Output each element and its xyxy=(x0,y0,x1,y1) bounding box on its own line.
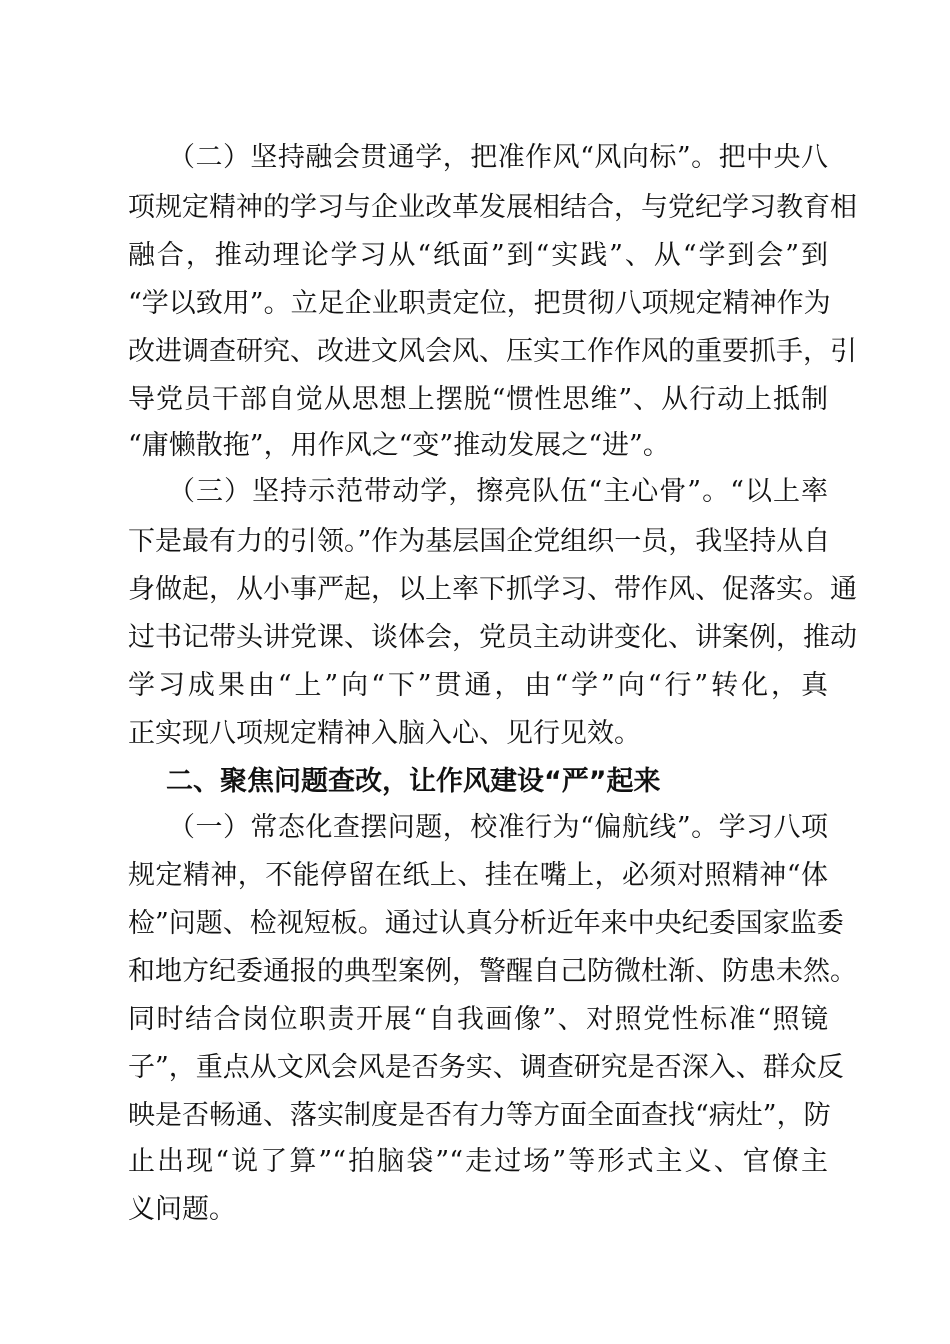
paragraph-line: 改进调查研究、改进文风会风、压实工作作风的重要抓手，引 xyxy=(128,336,857,367)
paragraph-line: 项规定精神的学习与企业改革发展相结合，与党纪学习教育相 xyxy=(128,192,857,223)
paragraph-line: 身做起，从小事严起，以上率下抓学习、带作风、促落实。通 xyxy=(128,574,857,605)
paragraph-line: 融合，推动理论学习从“纸面”到“实践”、从“学到会”到 xyxy=(128,240,828,271)
paragraph-line: 同时结合岗位职责开展“自我画像”、对照党性标准“照镜 xyxy=(128,1004,828,1035)
paragraph-line: 学习成果由“上”向“下”贯通，由“学”向“行”转化，真 xyxy=(128,670,828,701)
paragraph-line: 子”，重点从文风会风是否务实、调查研究是否深入、群众反 xyxy=(128,1052,844,1083)
paragraph-line: 下是最有力的引领。”作为基层国企党组织一员，我坚持从自 xyxy=(128,526,831,557)
paragraph-line: 和地方纪委通报的典型案例，警醒自己防微杜渐、防患未然。 xyxy=(128,956,857,987)
paragraph-line: 正实现八项规定精神入脑入心、见行见效。 xyxy=(128,718,641,749)
paragraph-line: （二）坚持融会贯通学，把准作风“风向标”。把中央八 xyxy=(168,142,828,173)
paragraph-line: 止出现“说了算”“拍脑袋”“走过场”等形式主义、官僚主 xyxy=(128,1146,828,1177)
paragraph-line: 导党员干部自觉从思想上摆脱“惯性思维”、从行动上抵制 xyxy=(128,384,828,415)
paragraph-line: “庸懒散拖”，用作风之“变”推动发展之“进”。 xyxy=(128,430,670,461)
paragraph-line: 义问题。 xyxy=(128,1194,236,1225)
paragraph-line: “学以致用”。立足企业职责定位，把贯彻八项规定精神作为 xyxy=(128,288,831,319)
paragraph-line: （三）坚持示范带动学，擦亮队伍“主心骨”。“以上率 xyxy=(168,476,828,507)
paragraph-line: 检”问题、检视短板。通过认真分析近年来中央纪委国家监委 xyxy=(128,908,844,939)
paragraph-line: 映是否畅通、落实制度是否有力等方面全面查找“病灶”，防 xyxy=(128,1100,831,1131)
paragraph-line: 规定精神，不能停留在纸上、挂在嘴上，必须对照精神“体 xyxy=(128,860,828,891)
paragraph-line: 过书记带头讲党课、谈体会，党员主动讲变化、讲案例，推动 xyxy=(128,622,857,653)
paragraph-line: （一）常态化查摆问题，校准行为“偏航线”。学习八项 xyxy=(168,812,828,843)
section-heading: 二、聚焦问题查改，让作风建设“严”起来 xyxy=(166,766,661,797)
